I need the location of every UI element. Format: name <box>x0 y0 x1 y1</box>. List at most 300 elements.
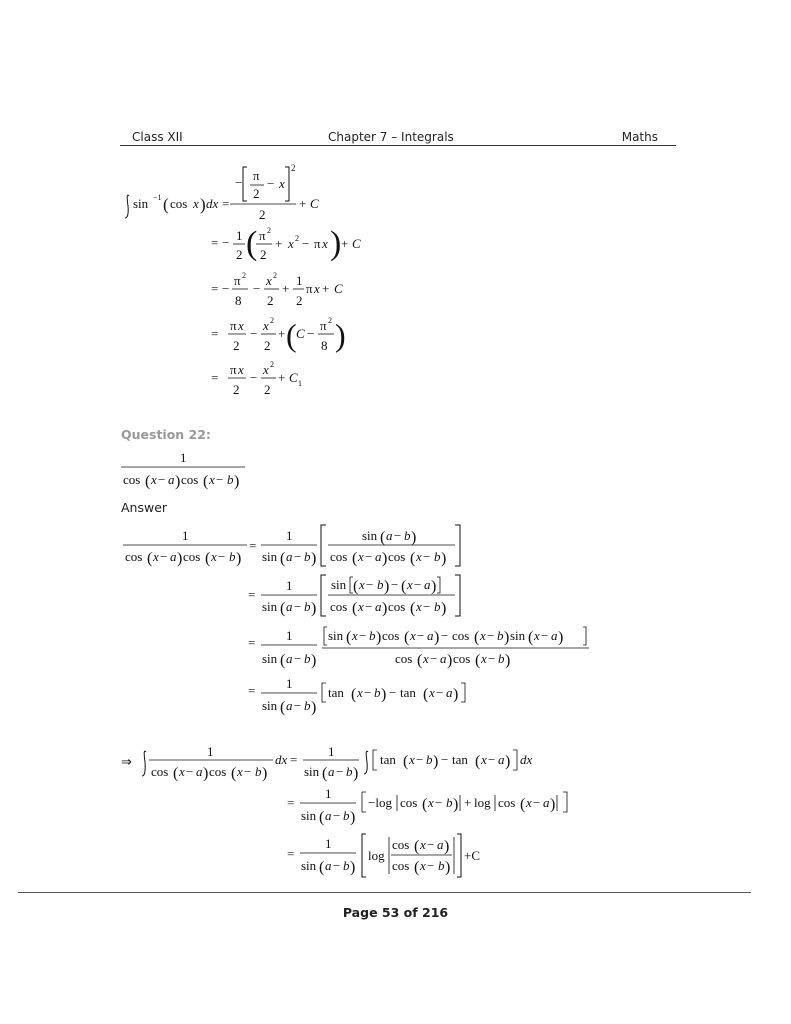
svg-text:b: b <box>434 549 441 564</box>
svg-text:cos: cos <box>170 196 188 211</box>
svg-text:): ) <box>558 629 564 646</box>
svg-text:2: 2 <box>233 338 240 353</box>
svg-text:x: x <box>288 236 294 251</box>
svg-text:): ) <box>431 578 437 595</box>
svg-text:): ) <box>350 809 356 826</box>
svg-text:(: ( <box>414 859 420 876</box>
svg-text:2: 2 <box>267 293 274 308</box>
svg-text:(: ( <box>422 796 428 813</box>
svg-text:2: 2 <box>233 382 240 397</box>
svg-text:sin: sin <box>262 549 278 564</box>
svg-text:−: − <box>218 549 226 564</box>
svg-text:dx: dx <box>206 196 219 211</box>
svg-text:−log: −log <box>368 795 392 810</box>
svg-text:2: 2 <box>253 186 260 201</box>
svg-text:x: x <box>179 764 185 779</box>
svg-text:sin: sin <box>262 698 278 713</box>
svg-text:a: a <box>375 599 382 614</box>
svg-text:x: x <box>238 318 244 333</box>
svg-text:a: a <box>498 752 505 767</box>
answer-line-3 <box>248 627 589 669</box>
svg-text:−: − <box>294 698 302 713</box>
svg-text:x: x <box>416 599 422 614</box>
svg-text:(: ( <box>280 652 286 669</box>
svg-text:(: ( <box>319 809 325 826</box>
svg-text:−: − <box>333 858 341 873</box>
svg-text:dx: dx <box>520 752 533 767</box>
svg-text:x: x <box>534 628 540 643</box>
svg-text:1: 1 <box>207 744 214 759</box>
svg-text:a: a <box>446 685 453 700</box>
svg-text:−: − <box>333 808 341 823</box>
svg-text:a: a <box>386 528 393 543</box>
svg-text:sin: sin <box>328 628 344 643</box>
svg-text:a: a <box>427 628 434 643</box>
svg-text:tan: tan <box>400 685 416 700</box>
svg-text:−: − <box>488 651 496 666</box>
svg-text:cos: cos <box>392 858 410 873</box>
svg-text:(: ( <box>353 578 359 595</box>
svg-text:=: = <box>248 635 256 650</box>
integral-line-1 <box>121 744 533 782</box>
svg-text:(: ( <box>351 686 357 703</box>
svg-text:(: ( <box>520 796 526 813</box>
svg-text:): ) <box>311 550 317 567</box>
svg-text:1: 1 <box>298 379 302 388</box>
svg-text:): ) <box>236 550 242 567</box>
svg-text:): ) <box>311 600 317 617</box>
svg-text:π: π <box>259 228 266 243</box>
svg-text:x: x <box>211 549 217 564</box>
svg-text:=: = <box>287 795 295 810</box>
svg-text:π: π <box>314 236 321 251</box>
svg-text:b: b <box>446 795 453 810</box>
svg-text:−: − <box>365 549 373 564</box>
svg-text:b: b <box>343 858 350 873</box>
svg-text:=: = <box>211 281 219 296</box>
svg-text:cos: cos <box>183 549 201 564</box>
answer-label: Answer <box>121 500 168 515</box>
svg-text:(: ( <box>475 652 481 669</box>
svg-text:+: + <box>278 370 286 385</box>
svg-text:(: ( <box>475 753 481 770</box>
svg-text:−: − <box>359 628 367 643</box>
svg-text:b: b <box>227 472 234 487</box>
svg-text:(: ( <box>322 765 328 782</box>
svg-text:): ) <box>350 859 356 876</box>
svg-text:x: x <box>480 628 486 643</box>
svg-text:−1: −1 <box>153 193 162 202</box>
svg-text:a: a <box>375 549 382 564</box>
svg-text:): ) <box>382 550 388 567</box>
svg-text:b: b <box>497 628 504 643</box>
svg-text:C: C <box>296 326 305 341</box>
svg-text:b: b <box>404 528 411 543</box>
svg-text:x: x <box>420 837 426 852</box>
svg-text:−: − <box>250 370 258 385</box>
svg-text:(: ( <box>145 473 151 490</box>
svg-text:x: x <box>209 472 215 487</box>
svg-text:): ) <box>453 686 459 703</box>
svg-text:−: − <box>294 599 302 614</box>
svg-text:(: ( <box>474 629 480 646</box>
svg-text:x: x <box>314 281 320 296</box>
svg-text:x: x <box>266 273 272 288</box>
svg-text:x: x <box>352 628 358 643</box>
svg-text:2: 2 <box>267 226 271 235</box>
svg-text:a: a <box>325 858 332 873</box>
svg-text:1: 1 <box>286 628 293 643</box>
svg-text:1: 1 <box>286 578 293 593</box>
svg-text:x: x <box>409 752 415 767</box>
svg-text:−: − <box>441 628 449 643</box>
svg-text:): ) <box>447 652 453 669</box>
header-chapter: Chapter 7 – Integrals <box>328 130 454 144</box>
svg-text:a: a <box>551 628 558 643</box>
svg-text:): ) <box>444 838 450 855</box>
header-subject: Maths <box>621 130 658 144</box>
svg-text:−: − <box>216 472 224 487</box>
svg-text:sin: sin <box>304 764 320 779</box>
svg-text:cos: cos <box>453 651 471 666</box>
svg-text:): ) <box>335 317 346 353</box>
svg-text:sin: sin <box>331 577 347 592</box>
svg-text:cos: cos <box>392 837 410 852</box>
footer-rule <box>18 892 751 893</box>
svg-text:sin: sin <box>301 858 317 873</box>
svg-text:2: 2 <box>236 247 243 262</box>
svg-text:cos: cos <box>388 549 406 564</box>
svg-text:−: − <box>307 326 315 341</box>
svg-text:x: x <box>410 628 416 643</box>
svg-text:−: − <box>533 795 541 810</box>
svg-text:tan: tan <box>328 685 344 700</box>
svg-text:b: b <box>374 685 381 700</box>
integral-line-3 <box>287 834 480 877</box>
svg-text:(: ( <box>203 473 209 490</box>
svg-text:): ) <box>311 652 317 669</box>
question-label: Question 22: <box>121 427 211 442</box>
svg-text:a: a <box>325 808 332 823</box>
svg-text:−: − <box>416 752 424 767</box>
svg-text:): ) <box>505 753 511 770</box>
svg-text:−: − <box>394 528 402 543</box>
svg-text:b: b <box>343 808 350 823</box>
svg-text:x: x <box>358 549 364 564</box>
svg-text:−: − <box>186 764 194 779</box>
svg-text:−: − <box>235 175 243 190</box>
svg-text:−: − <box>294 651 302 666</box>
svg-text:b: b <box>434 599 441 614</box>
svg-text:log: log <box>474 795 491 810</box>
equation-line-1 <box>125 163 319 222</box>
svg-text:=: = <box>287 846 295 861</box>
svg-text:sin: sin <box>362 528 378 543</box>
svg-text:b: b <box>304 599 311 614</box>
svg-text:=: = <box>248 587 256 602</box>
svg-text:(: ( <box>346 629 352 646</box>
equation-line-5 <box>211 360 302 397</box>
page-number: Page 53 of 216 <box>342 905 449 920</box>
svg-text:(: ( <box>319 859 325 876</box>
svg-text:x: x <box>526 795 532 810</box>
svg-text:(: ( <box>410 600 416 617</box>
svg-text:−: − <box>222 235 230 250</box>
svg-text:): ) <box>504 629 510 646</box>
svg-text:): ) <box>262 765 268 782</box>
svg-text:a: a <box>440 651 447 666</box>
svg-text:): ) <box>200 195 206 214</box>
svg-text:(: ( <box>401 578 407 595</box>
svg-text:a: a <box>168 472 175 487</box>
integral-line-2 <box>287 786 567 826</box>
svg-text:x: x <box>238 362 244 377</box>
svg-text:2: 2 <box>270 360 274 369</box>
svg-text:b: b <box>304 651 311 666</box>
svg-text:(: ( <box>352 550 358 567</box>
svg-text:−: − <box>366 577 374 592</box>
svg-text:−: − <box>487 628 495 643</box>
svg-text:π: π <box>230 318 237 333</box>
svg-text:(: ( <box>280 699 286 716</box>
svg-text:8: 8 <box>235 293 242 308</box>
svg-text:−: − <box>336 764 344 779</box>
svg-text:a: a <box>286 698 293 713</box>
svg-text:(: ( <box>231 765 237 782</box>
svg-text:b: b <box>426 752 433 767</box>
svg-text:+: + <box>322 281 330 296</box>
svg-text:−: − <box>222 281 230 296</box>
svg-text:): ) <box>381 686 387 703</box>
svg-text:sin: sin <box>262 651 278 666</box>
svg-text:2: 2 <box>259 207 266 222</box>
svg-text:x: x <box>279 176 285 191</box>
svg-text:(: ( <box>147 550 153 567</box>
svg-text:−: − <box>541 628 549 643</box>
answer-line-2 <box>248 575 460 617</box>
svg-text:−: − <box>250 326 258 341</box>
svg-text:cos: cos <box>400 795 418 810</box>
svg-text:a: a <box>286 599 293 614</box>
svg-text:x: x <box>153 549 159 564</box>
svg-text:x: x <box>481 752 487 767</box>
svg-text:+: + <box>278 326 286 341</box>
svg-text:=: = <box>249 538 257 553</box>
svg-text:x: x <box>428 795 434 810</box>
svg-text:(: ( <box>380 529 386 546</box>
equation-line-3 <box>211 271 343 308</box>
svg-text:2: 2 <box>328 316 332 325</box>
svg-text:b: b <box>304 549 311 564</box>
svg-text:−: − <box>267 176 275 191</box>
svg-text:): ) <box>411 529 417 546</box>
svg-text:=: = <box>290 752 298 767</box>
svg-text:): ) <box>203 765 209 782</box>
svg-text:x: x <box>420 858 426 873</box>
svg-text:x: x <box>429 685 435 700</box>
svg-text:−: − <box>158 472 166 487</box>
svg-text:⇒: ⇒ <box>121 754 132 769</box>
svg-text:cos: cos <box>498 795 516 810</box>
svg-text:(: ( <box>528 629 534 646</box>
svg-text:sin: sin <box>262 599 278 614</box>
svg-text:−: − <box>436 685 444 700</box>
svg-text:dx: dx <box>275 752 288 767</box>
svg-text:cos: cos <box>181 472 199 487</box>
svg-text:b: b <box>229 549 236 564</box>
svg-text:x: x <box>237 764 243 779</box>
equation-line-4 <box>211 316 346 353</box>
svg-text:=: = <box>211 235 219 250</box>
svg-text:2: 2 <box>273 271 277 280</box>
svg-text:(: ( <box>246 225 258 262</box>
svg-text:−: − <box>423 549 431 564</box>
svg-text:b: b <box>377 577 384 592</box>
svg-text:−: − <box>160 549 168 564</box>
svg-text:(: ( <box>163 195 169 214</box>
svg-text:): ) <box>330 225 342 262</box>
svg-text:cos: cos <box>330 599 348 614</box>
svg-text:x: x <box>263 362 269 377</box>
answer-line-1 <box>123 525 460 567</box>
svg-text:sin: sin <box>510 628 526 643</box>
svg-text:(: ( <box>280 550 286 567</box>
svg-text:(: ( <box>414 838 420 855</box>
svg-text:a: a <box>328 764 335 779</box>
svg-text:−: − <box>488 752 496 767</box>
svg-text:cos: cos <box>125 549 143 564</box>
svg-text:2: 2 <box>296 293 303 308</box>
svg-text:): ) <box>441 600 447 617</box>
svg-text:1: 1 <box>325 836 332 851</box>
svg-text:=: = <box>222 196 230 211</box>
svg-text:cos: cos <box>330 549 348 564</box>
svg-text:−: − <box>435 795 443 810</box>
svg-text:(: ( <box>423 686 429 703</box>
svg-text:b: b <box>304 698 311 713</box>
svg-text:): ) <box>234 473 240 490</box>
svg-text:1: 1 <box>328 744 335 759</box>
svg-text:+: + <box>282 281 290 296</box>
svg-text:x: x <box>263 318 269 333</box>
svg-text:b: b <box>346 764 353 779</box>
svg-text:x: x <box>416 549 422 564</box>
svg-text:1: 1 <box>182 528 189 543</box>
svg-text:): ) <box>433 753 439 770</box>
svg-text:+: + <box>341 236 349 251</box>
svg-text:−: − <box>389 685 397 700</box>
svg-text:+C: +C <box>464 848 481 863</box>
svg-text:): ) <box>311 699 317 716</box>
svg-text:(: ( <box>205 550 211 567</box>
svg-text:1: 1 <box>325 786 332 801</box>
svg-text:cos: cos <box>151 764 169 779</box>
svg-text:cos: cos <box>388 599 406 614</box>
svg-text:2: 2 <box>264 338 271 353</box>
svg-text:a: a <box>543 795 550 810</box>
svg-text:(: ( <box>403 753 409 770</box>
svg-text:a: a <box>196 764 203 779</box>
svg-text:1: 1 <box>286 676 293 691</box>
svg-text:π: π <box>230 362 237 377</box>
svg-text:1: 1 <box>286 528 293 543</box>
svg-text:−: − <box>253 281 261 296</box>
svg-text:(: ( <box>173 765 179 782</box>
svg-text:): ) <box>177 550 183 567</box>
svg-text:2: 2 <box>242 271 246 280</box>
svg-text:sin: sin <box>133 196 149 211</box>
svg-text:π: π <box>306 281 313 296</box>
svg-text:a: a <box>170 549 177 564</box>
svg-text:C: C <box>289 370 298 385</box>
svg-text:b: b <box>438 858 445 873</box>
svg-text:−: − <box>430 651 438 666</box>
svg-text:2: 2 <box>270 316 274 325</box>
equation-line-2 <box>211 225 361 262</box>
svg-text:2: 2 <box>260 247 267 262</box>
svg-text:tan: tan <box>452 752 468 767</box>
svg-text:): ) <box>453 796 459 813</box>
question-expression <box>121 450 245 490</box>
svg-text:+: + <box>275 236 283 251</box>
svg-text:a: a <box>437 837 444 852</box>
svg-text:sin: sin <box>301 808 317 823</box>
svg-text:(: ( <box>404 629 410 646</box>
svg-text:2: 2 <box>264 382 271 397</box>
svg-text:−: − <box>294 549 302 564</box>
svg-text:−: − <box>414 577 422 592</box>
svg-text:−: − <box>244 764 252 779</box>
svg-text:C: C <box>334 281 343 296</box>
svg-text:−: − <box>427 837 435 852</box>
svg-text:): ) <box>434 629 440 646</box>
svg-text:−: − <box>427 858 435 873</box>
svg-text:x: x <box>358 599 364 614</box>
svg-text:=: = <box>211 326 219 341</box>
svg-text:C: C <box>352 236 361 251</box>
svg-text:(: ( <box>352 600 358 617</box>
svg-text:): ) <box>353 765 359 782</box>
svg-text:(: ( <box>286 317 297 353</box>
svg-text:2: 2 <box>291 163 296 173</box>
svg-text:): ) <box>376 629 382 646</box>
svg-text:tan: tan <box>380 752 396 767</box>
svg-text:x: x <box>407 577 413 592</box>
svg-text:b: b <box>255 764 262 779</box>
svg-text:π: π <box>320 318 327 333</box>
svg-text:+: + <box>464 795 472 810</box>
svg-text:=: = <box>248 683 256 698</box>
svg-text:+: + <box>299 196 307 211</box>
svg-text:a: a <box>286 651 293 666</box>
svg-text:cos: cos <box>382 628 400 643</box>
svg-text:cos: cos <box>123 472 141 487</box>
svg-text:π: π <box>253 168 260 183</box>
svg-text:b: b <box>369 628 376 643</box>
svg-text:x: x <box>151 472 157 487</box>
svg-text:): ) <box>505 652 511 669</box>
svg-text:1: 1 <box>296 273 303 288</box>
svg-text:−: − <box>364 685 372 700</box>
svg-text:a: a <box>286 549 293 564</box>
svg-text:−: − <box>423 599 431 614</box>
svg-text:): ) <box>441 550 447 567</box>
svg-text:−: − <box>417 628 425 643</box>
svg-text:cos: cos <box>452 628 470 643</box>
svg-text:(: ( <box>280 600 286 617</box>
svg-text:cos: cos <box>209 764 227 779</box>
svg-text:π: π <box>234 273 241 288</box>
